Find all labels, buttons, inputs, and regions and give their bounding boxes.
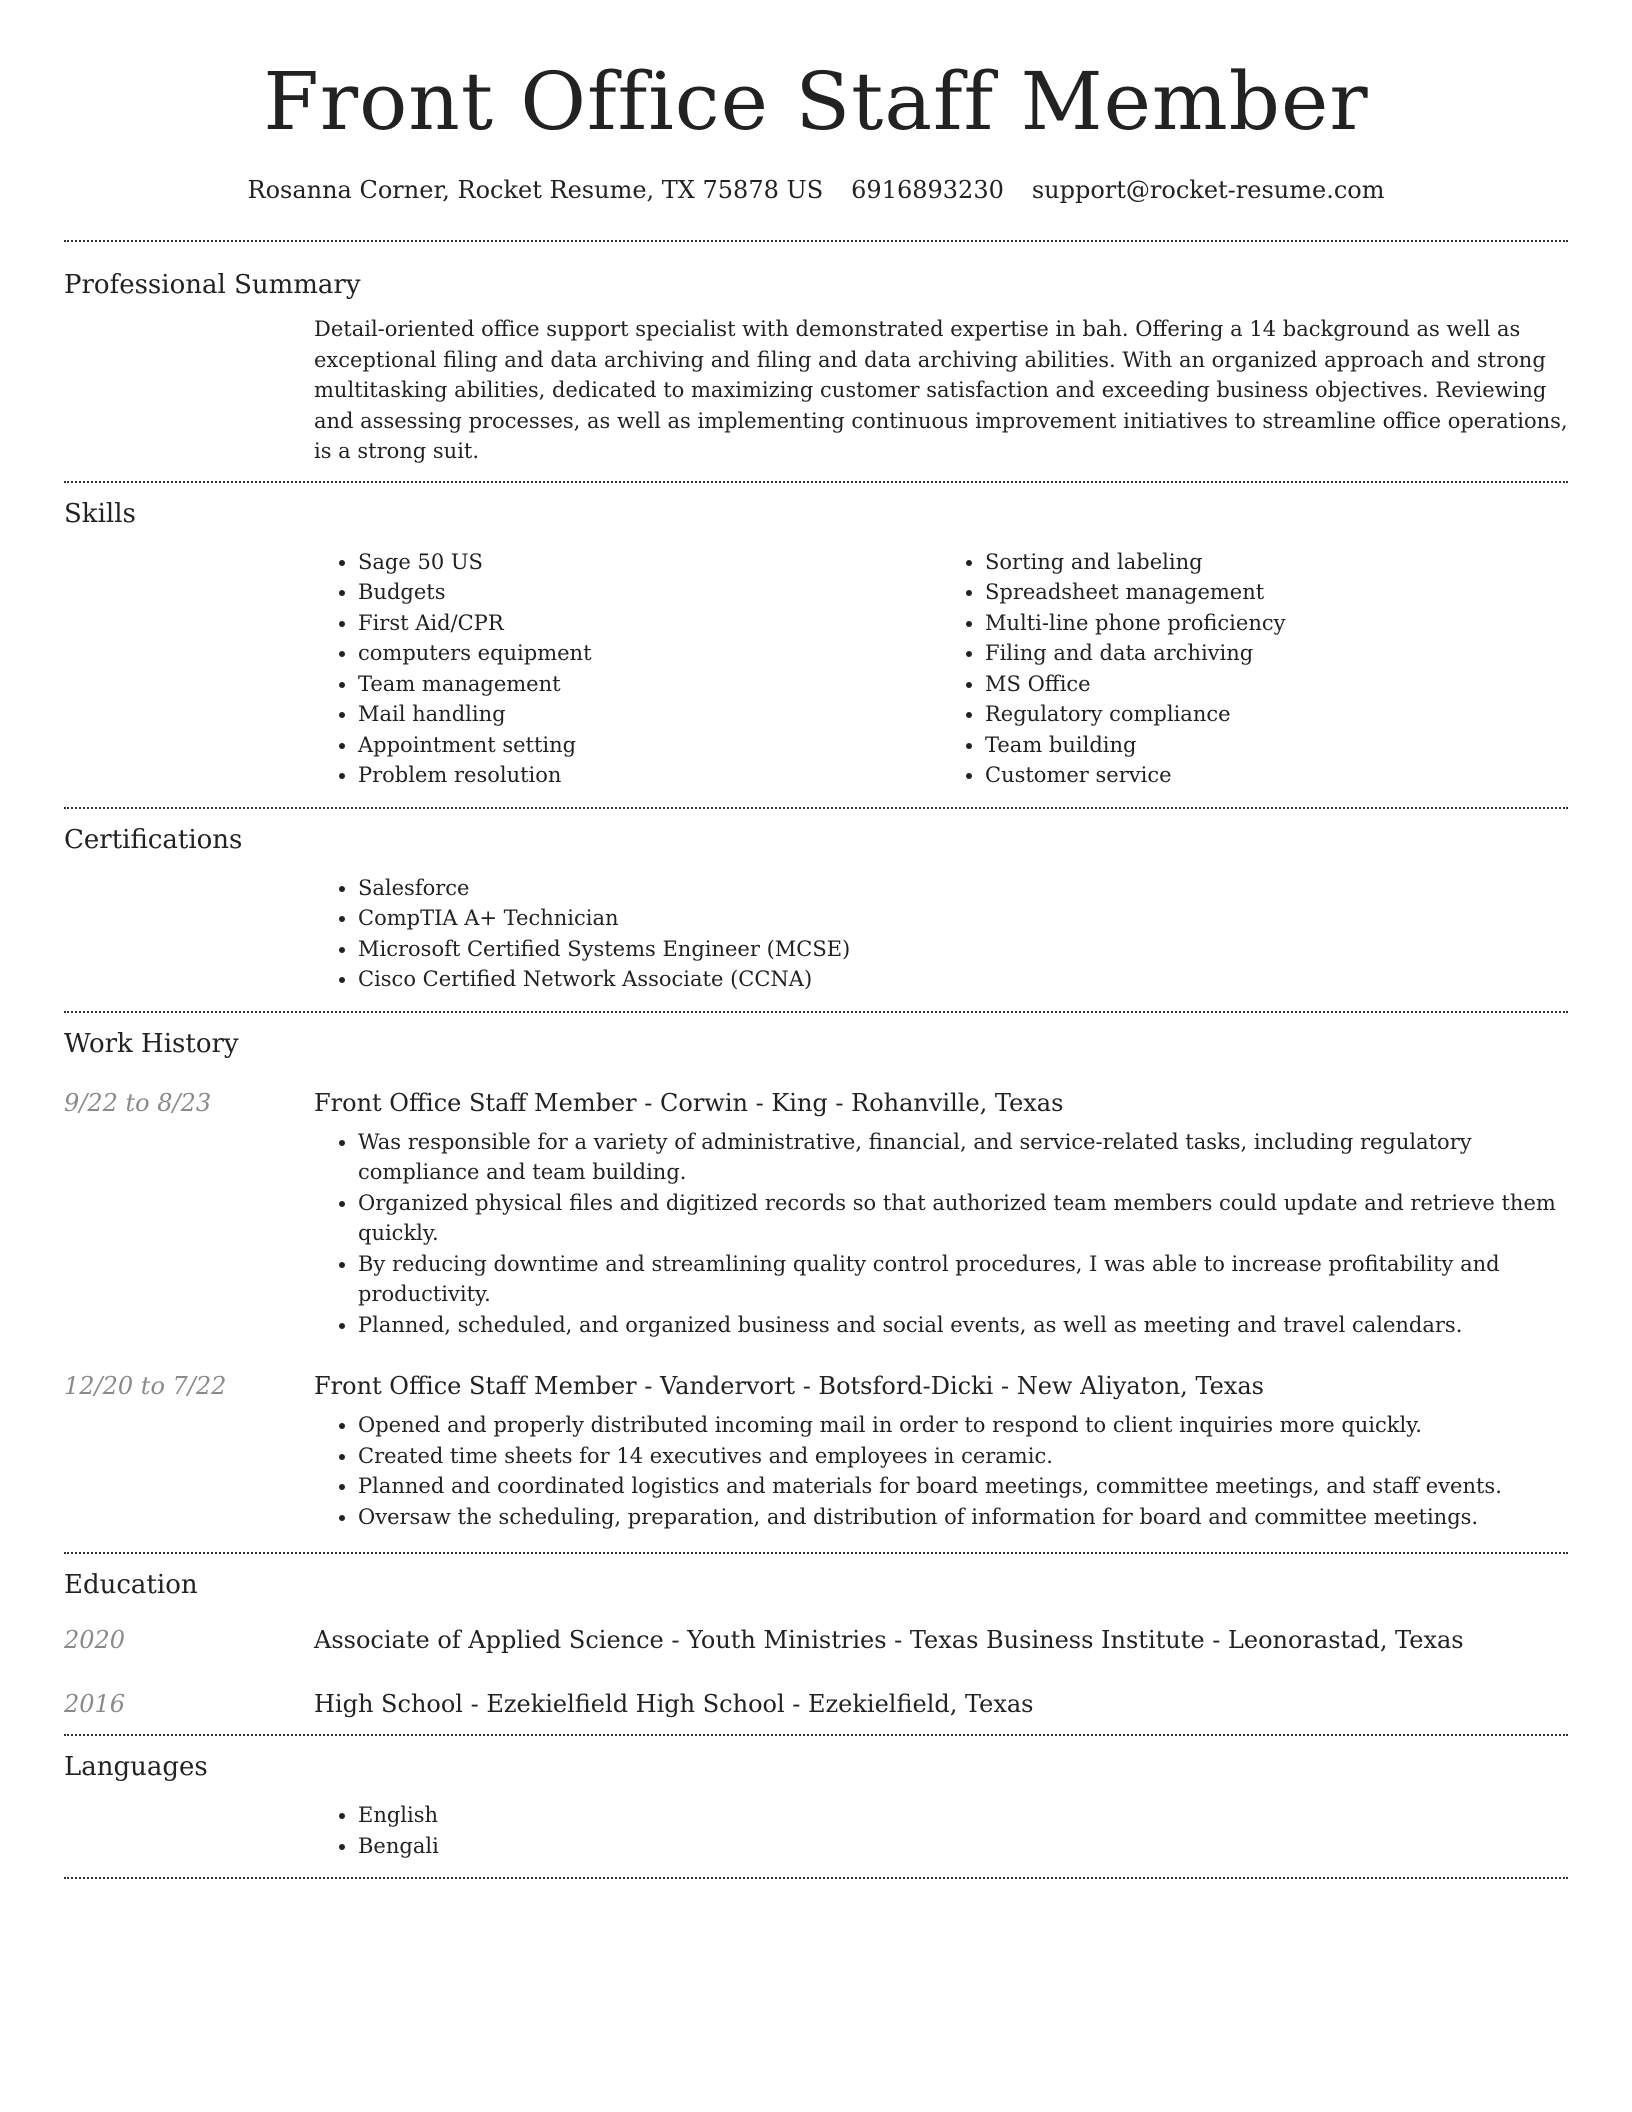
job-duty-item: • Oversaw the scheduling, preparation, and distribution of information for board and committee meetings. xyxy=(358,1502,1568,1533)
section-title-summary: Professional Summary xyxy=(64,270,361,300)
certification-item: • Cisco Certified Network Associate (CCNA) xyxy=(358,964,1568,995)
contact-address: Rosanna Corner, Rocket Resume, TX 75878 US xyxy=(247,176,824,204)
certification-item: • Microsoft Certified Systems Engineer (MCSE) xyxy=(358,934,1568,965)
education-school-location: - Ezekielfield High School - Ezekielfield, Texas xyxy=(462,1690,1034,1718)
contact-email: support@rocket-resume.com xyxy=(1031,176,1385,204)
job-duty-item: • Opened and properly distributed incoming mail in order to respond to client inquiries more quickly. xyxy=(358,1410,1568,1441)
resume-header xyxy=(64,0,1568,208)
certifications-list xyxy=(314,873,1568,995)
skill-item: • MS Office xyxy=(985,669,1568,700)
summary-section xyxy=(64,242,1568,481)
job-duties xyxy=(314,1404,1568,1532)
section-divider xyxy=(64,1877,1568,1879)
contact-phone: 6916893230 xyxy=(851,176,1004,204)
skills-grid xyxy=(314,531,1568,807)
job-entry-header xyxy=(64,1085,1568,1121)
job-title-line xyxy=(314,1368,1264,1404)
education-degree: High School xyxy=(314,1690,463,1718)
skills-section xyxy=(64,483,1568,807)
job-duties-list xyxy=(314,1127,1568,1341)
skill-item: • Mail handling xyxy=(358,699,941,730)
skill-item: • Appointment setting xyxy=(358,730,941,761)
skill-item: • Customer service xyxy=(985,760,1568,791)
language-item: • English xyxy=(358,1800,1568,1831)
job-duty-item: • Planned and coordinated logistics and materials for board meetings, committee meetings, and staff events. xyxy=(358,1471,1568,1502)
certification-item: • Salesforce xyxy=(358,873,1568,904)
languages-list xyxy=(314,1800,1568,1861)
certifications-section xyxy=(64,809,1568,1011)
summary-body xyxy=(314,302,1568,481)
education-degree: Associate of Applied Science - Youth Ministries xyxy=(314,1626,887,1654)
candidate-name: Front Office Staff Member xyxy=(263,55,1369,148)
section-title-skills: Skills xyxy=(64,498,136,529)
education-entry xyxy=(64,1622,1568,1658)
job-duty-item: • Planned, scheduled, and organized business and social events, as well as meeting and travel calendars. xyxy=(358,1310,1568,1341)
skills-list-right xyxy=(941,547,1568,791)
skills-list-left xyxy=(314,547,941,791)
skill-item: • Sorting and labeling xyxy=(985,547,1568,578)
summary-text: Detail-oriented office support specialist with demonstrated expertise in bah. Offering a 14 background as well as exceptional filing and data archiving and filing and data archiving abilities. With an organized approach and strong multitasking abilities, dedicated to maximizing customer satisfaction and exceeding business objectives. Reviewing and assessing processes, as well as implementing continuous improvement initiatives to streamline office operations, is a strong suit. xyxy=(314,317,1568,463)
job-role: Front Office Staff Member xyxy=(314,1372,637,1400)
job-duties xyxy=(314,1121,1568,1341)
education-section xyxy=(64,1554,1568,1734)
skill-item: • Team building xyxy=(985,730,1568,761)
skill-item: • Spreadsheet management xyxy=(985,577,1568,608)
contact-line xyxy=(64,172,1568,208)
education-entry xyxy=(64,1686,1568,1722)
skill-item: • Multi-line phone proficiency xyxy=(985,608,1568,639)
skill-item: • Team management xyxy=(358,669,941,700)
education-line xyxy=(314,1686,1034,1722)
skill-item: • Problem resolution xyxy=(358,760,941,791)
education-year: 2016 xyxy=(64,1690,126,1718)
skill-item: • Budgets xyxy=(358,577,941,608)
job-duty-item: • By reducing downtime and streamlining quality control procedures, I was able to increase profitability and productivity. xyxy=(358,1249,1568,1310)
skill-item: • Regulatory compliance xyxy=(985,699,1568,730)
education-school-location: - Texas Business Institute - Leonorastad, Texas xyxy=(886,1626,1464,1654)
education-year: 2020 xyxy=(64,1626,126,1654)
skill-item: • First Aid/CPR xyxy=(358,608,941,639)
languages-section xyxy=(64,1736,1568,1877)
job-duty-item: • Was responsible for a variety of administrative, financial, and service-related tasks, including regulatory compliance and team building. xyxy=(358,1127,1568,1188)
job-dates: 9/22 to 8/23 xyxy=(64,1088,212,1117)
skill-item: • Filing and data archiving xyxy=(985,638,1568,669)
job-dates: 12/20 to 7/22 xyxy=(64,1372,227,1400)
languages-body xyxy=(314,1784,1568,1877)
skill-item: • Sage 50 US xyxy=(358,547,941,578)
section-title-work-history: Work History xyxy=(64,1028,239,1059)
language-item: • Bengali xyxy=(358,1831,1568,1862)
certifications-body xyxy=(314,857,1568,1011)
job-duties-list xyxy=(314,1410,1568,1532)
education-line xyxy=(314,1622,1464,1658)
skill-item: • computers equipment xyxy=(358,638,941,669)
job-role: Front Office Staff Member xyxy=(314,1088,637,1117)
section-title-education: Education xyxy=(64,1570,198,1600)
job-employer-location: - Corwin - King - Rohanville, Texas xyxy=(636,1088,1064,1117)
job-entry-header xyxy=(64,1368,1568,1404)
job-duty-item: • Organized physical files and digitized records so that authorized team members could update and retrieve them quickly. xyxy=(358,1188,1568,1249)
work-history-section xyxy=(64,1013,1568,1553)
job-title-line xyxy=(314,1085,1063,1121)
job-employer-location: - Vandervort - Botsford-Dicki - New Aliyaton, Texas xyxy=(636,1372,1264,1400)
certification-item: • CompTIA A+ Technician xyxy=(358,903,1568,934)
section-title-languages: Languages xyxy=(64,1752,208,1782)
section-title-certifications: Certifications xyxy=(64,824,243,855)
job-duty-item: • Created time sheets for 14 executives and employees in ceramic. xyxy=(358,1441,1568,1472)
